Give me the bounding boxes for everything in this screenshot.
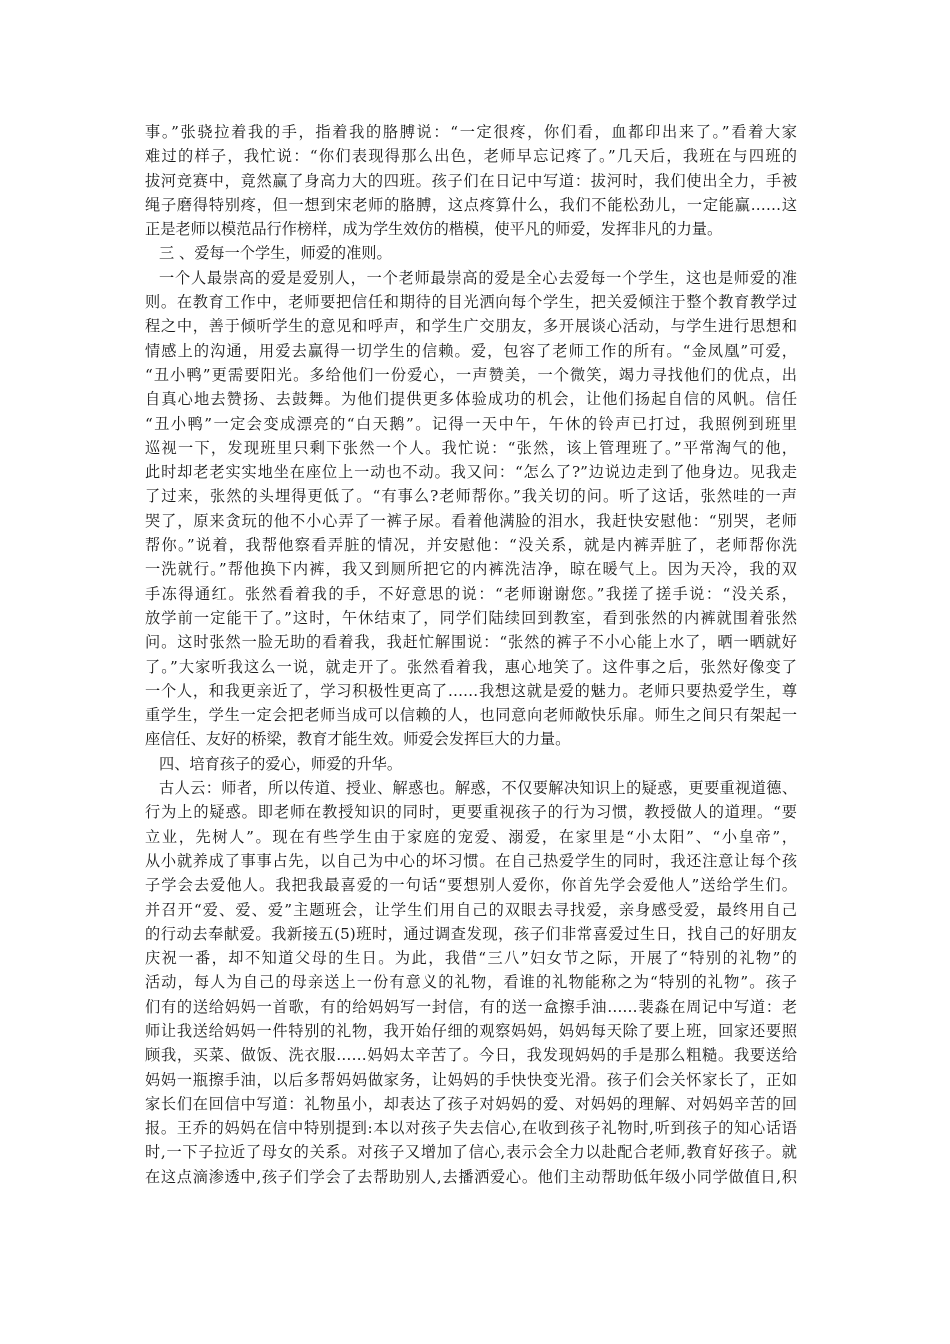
text-line: 手冻得通红。张然看着我的手，不好意思的说：“老师谢谢您。”我搓了搓手说：“没关系， [145,584,797,603]
text-line: 的行动去奉献爱。我新接五(5)班时，通过调查发现，孩子们非常喜爱过生日，找自己的好朋友 [145,924,797,943]
text-line: 了过来，张然的头埋得更低了。“有事么?老师帮你。”我关切的问。听了这话，张然哇的一声 [145,487,797,506]
text-line: 并召开“爱、爱、爱”主题班会，让学生们用自己的双眼去寻找爱，亲身感受爱，最终用自己 [145,900,797,919]
text-line: 重学生，学生一定会把老师当成可以信赖的人，也同意向老师敞快乐扉。师生之间只有架起一 [145,706,797,725]
text-line: 难过的样子，我忙说：“你们表现得那么出色，老师早忘记疼了。”几天后，我班在与四班的 [145,147,797,166]
paragraph [145,266,797,752]
text-line: “丑小鸭”一定会变成漂亮的“白天鹅”。记得一天中午，午休的铃声已打过，我照例到班里 [145,414,797,433]
text-line: 们有的送给妈妈一首歌，有的给妈妈写一封信，有的送一盒擦手油……裴淼在周记中写道：老 [145,997,797,1016]
text-line: 程之中，善于倾听学生的意见和呼声，和学生广交朋友，多开展谈心活动，与学生进行思想和 [145,317,797,336]
text-line: 妈妈一瓶擦手油，以后多帮妈妈做家务，让妈妈的手快快变光滑。孩子们会关怀家长了，正如 [145,1070,797,1089]
text-line: 古人云：师者，所以传道、授业、解惑也。解惑，不仅要解决知识上的疑惑，更要重视道德、 [159,779,797,798]
text-line: 报。王乔的妈妈在信中特别提到:本以对孩子失去信心,在收到孩子礼物时,听到孩子的知心话语 [145,1119,797,1138]
text-line: 三 、爱每一个学生，师爱的准则。 [159,244,392,263]
paragraph [145,120,797,241]
paragraph [145,776,797,1189]
text-line: 正是老师以模范品行作榜样，成为学生效仿的楷模，使平凡的师爱，发挥非凡的力量。 [145,220,723,239]
text-line: 活动，每人为自己的母亲送上一份有意义的礼物，看谁的礼物能称之为“特别的礼物”。孩子 [145,973,797,992]
text-line: 立业，先树人”。现在有些学生由于家庭的宠爱、溺爱，在家里是“小太阳”、“小皇帝”， [145,827,797,846]
section-heading [145,752,797,776]
text-line: 则。在教育工作中，老师要把信任和期待的目光洒向每个学生，把关爱倾注于整个教育教学过 [145,293,797,312]
text-line: 巡视一下，发现班里只剩下张然一个人。我忙说：“张然，该上管理班了。”平常淘气的他， [145,438,797,457]
text-line: 问。这时张然一脸无助的看着我，我赶忙解围说：“张然的裤子不小心能上水了，晒一晒就好 [145,633,797,652]
text-line: 时,一下子拉近了母女的关系。对孩子又增加了信心,表示会全力以赴配合老师,教育好孩子。就 [145,1143,797,1162]
text-line: 拔河竞赛中，竟然赢了身高力大的四班。孩子们在日记中写道：拔河时，我们使出全力，手被 [145,171,797,190]
text-line: 事。”张骁拉着我的手，指着我的胳膊说：“一定很疼，你们看，血都印出来了。”看着大家 [145,123,797,141]
section-heading [145,241,797,265]
text-line: “丑小鸭”更需要阳光。多给他们一份爱心，一声赞美，一个微笑，竭力寻找他们的优点，出 [145,365,797,384]
text-line: 放学前一定能干了。”这时，午休结束了，同学们陆续回到教室，看到张然的内裤就围着张然 [145,608,797,627]
text-line: 一个人最崇高的爱是爱别人，一个老师最崇高的爱是全心去爱每一个学生，这也是师爱的准 [159,268,797,287]
text-line: 子学会去爱他人。我把我最喜爱的一句话“要想别人爱你，你首先学会爱他人”送给学生们。 [145,876,797,895]
text-line: 行为上的疑惑。即老师在教授知识的同时，更要重视孩子的行为习惯，教授做人的道理。“要 [145,803,797,822]
document-body [145,120,797,1189]
text-line: 一洗就行。”帮他换下内裤，我又到厕所把它的内裤洗洁净，晾在暖气上。因为天冷，我的双 [145,560,797,579]
text-line: 顾我，买菜、做饭、洗衣服……妈妈太辛苦了。今日，我发现妈妈的手是那么粗糙。我要送给 [145,1046,797,1065]
text-line: 从小就养成了事事占先，以自己为中心的坏习惯。在自己热爱学生的同时，我还注意让每个孩 [145,851,797,870]
text-line: 座信任、友好的桥梁，教育才能生效。师爱会发挥巨大的力量。 [145,730,571,749]
text-line: 情感上的沟通，用爱去赢得一切学生的信赖。爱，包容了老师工作的所有。“金凤凰”可爱， [145,341,797,360]
text-line: 哭了，原来贪玩的他不小心弄了一裤子尿。看着他满脸的泪水，我赶快安慰他：“别哭，老师 [145,511,797,530]
text-line: 在这点滴渗透中,孩子们学会了去帮助别人,去播洒爱心。他们主动帮助低年级小同学做值日,积 [145,1167,797,1186]
text-line: 四、培育孩子的爱心，师爱的升华。 [159,754,402,773]
text-line: 师让我送给妈妈一件特别的礼物，我开始仔细的观察妈妈，妈妈每天除了要上班，回家还要照 [145,1021,797,1040]
text-line: 帮你。”说着，我帮他察看弄脏的情况，并安慰他：“没关系，就是内裤弄脏了，老师帮你洗 [145,536,797,555]
text-line: 家长们在回信中写道：礼物虽小，却表达了孩子对妈妈的爱、对妈妈的理解、对妈妈辛苦的回 [145,1094,797,1113]
text-line: 自真心地去赞扬、去鼓舞。为他们提供更多体验成功的机会，让他们扬起自信的风帆。信任 [145,390,797,409]
text-line: 绳子磨得特别疼，但一想到宋老师的胳膊，这点疼算什么，我们不能松劲儿，一定能赢……这 [145,195,797,214]
text-line: 此时却老老实实地坐在座位上一动也不动。我又问：“怎么了?”边说边走到了他身边。见我走 [145,463,797,482]
text-line: 一个人，和我更亲近了，学习积极性更高了……我想这就是爱的魅力。老师只要热爱学生，尊 [145,681,797,700]
text-line: 庆祝一番，却不知道父母的生日。为此，我借“三八”妇女节之际，开展了“特别的礼物”的 [145,949,797,968]
text-line: 了。”大家听我这么一说，就走开了。张然看着我，惠心地笑了。这件事之后，张然好像变了 [145,657,797,676]
